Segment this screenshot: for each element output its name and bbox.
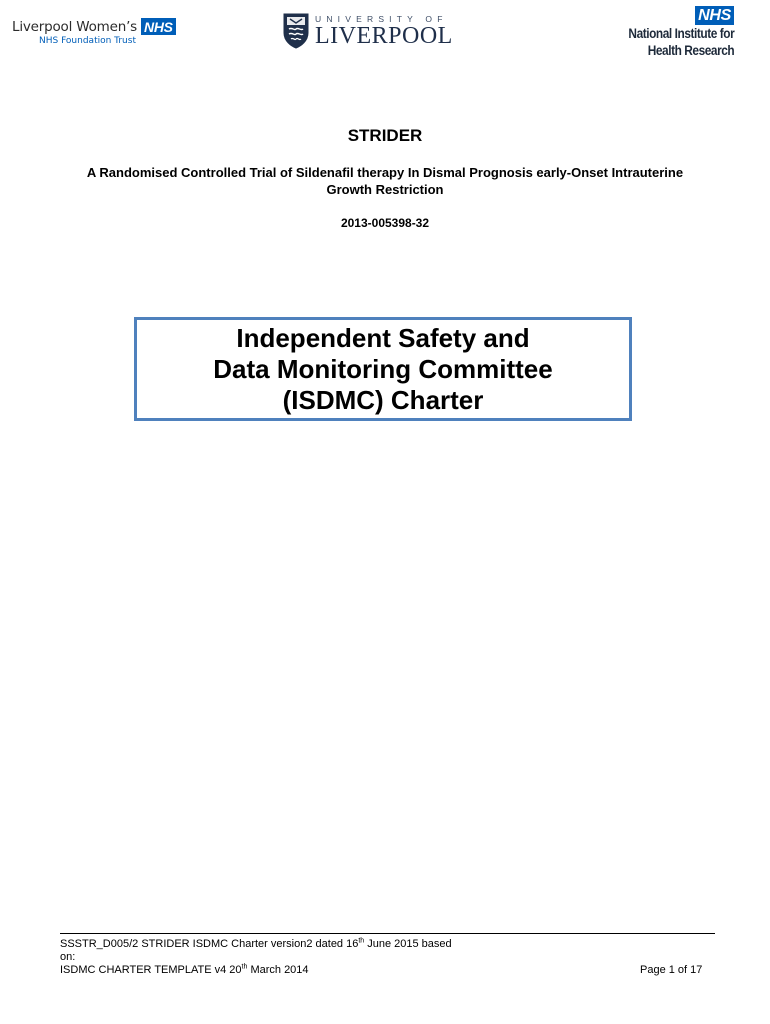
footer-line-1-end: June 2015 based: [364, 938, 452, 950]
footer-line-3: [60, 964, 710, 977]
university-of-liverpool-logo: [283, 13, 453, 49]
footer-line-3-end: March 2014: [247, 964, 309, 976]
charter-title: [213, 323, 552, 416]
footer-line-3-text: ISDMC CHARTER TEMPLATE v4 20: [60, 964, 242, 976]
university-label: UNIVERSITY OF: [315, 14, 448, 24]
charter-title-box: [134, 317, 632, 421]
liverpool-womens-name: Liverpool Women’s: [12, 18, 138, 35]
nhs-logo-badge: NHS: [141, 18, 176, 35]
university-crest-icon: [283, 13, 309, 49]
footer-line-1-text: SSSTR_D005/2 STRIDER ISDMC Charter version2 dated 16: [60, 938, 359, 950]
footer-line-1: [60, 938, 710, 951]
charter-title-line-2: Data Monitoring Committee: [213, 353, 553, 384]
nihr-nhs-badge: NHS: [695, 6, 734, 25]
nihr-line-1: National Institute for: [628, 26, 734, 41]
page-number: Page 1 of 17: [640, 964, 703, 976]
university-name: LIVERPOOL: [315, 23, 453, 49]
nihr-logo: [614, 6, 734, 59]
study-acronym: STRIDER: [347, 126, 423, 145]
liverpool-womens-subtitle: NHS Foundation Trust: [39, 36, 136, 46]
document-footer: [60, 938, 710, 977]
footer-divider: [60, 933, 715, 934]
footer-line-2: on:: [60, 951, 76, 963]
footer-line-3-sup: th: [241, 963, 248, 971]
charter-title-line-1: Independent Safety and: [236, 322, 530, 353]
study-full-title: A Randomised Controlled Trial of Sildenafil therapy In Dismal Prognosis early-Onset Intrauterine Growth Restriction: [86, 165, 684, 197]
trial-id: 2013-005398-32: [340, 216, 430, 230]
charter-title-line-3: (ISDMC) Charter: [282, 384, 484, 415]
liverpool-womens-logo: [12, 18, 176, 46]
nihr-line-2: Health Research: [647, 43, 734, 58]
footer-line-1-sup: th: [358, 937, 365, 945]
